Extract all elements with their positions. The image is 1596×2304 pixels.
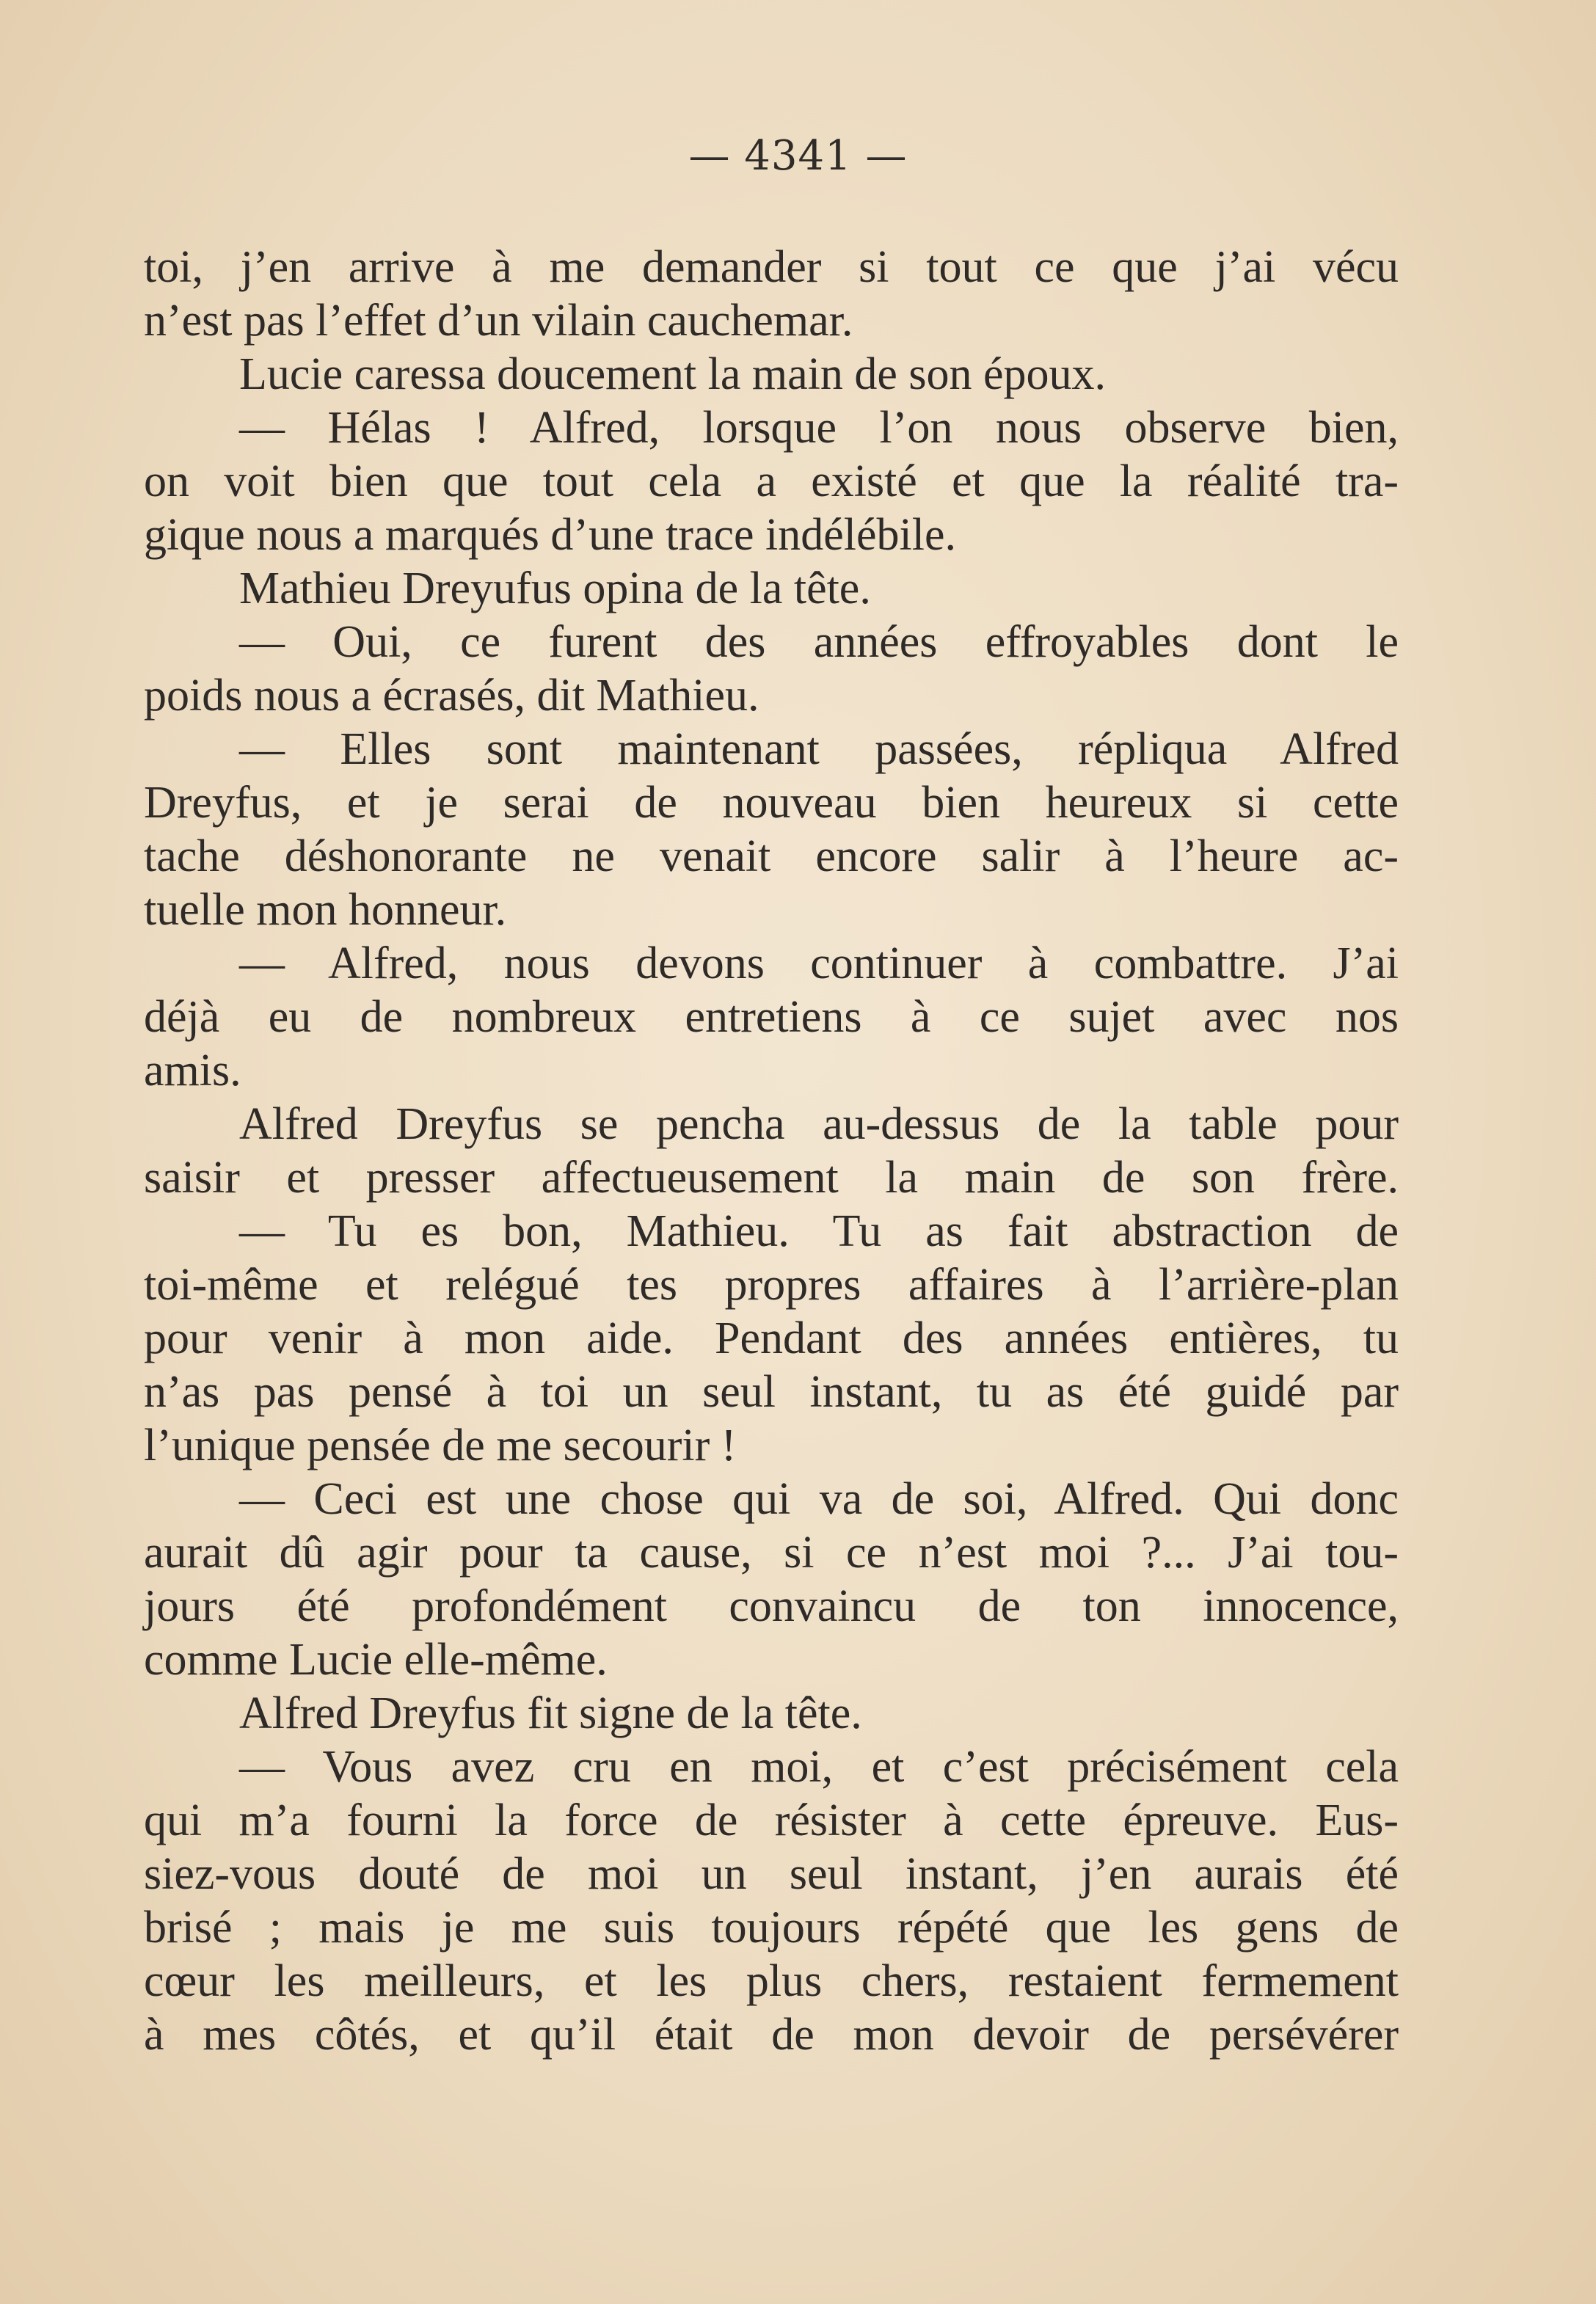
text-line: brisé ; mais je me suis toujours répété que les gens de	[144, 1903, 1399, 1953]
text-line: comme Lucie elle-même.	[144, 1635, 608, 1685]
text-line: cœur les meilleurs, et les plus chers, restaient fermement	[144, 1956, 1399, 2006]
text-line: siez-vous douté de moi un seul instant, j’en aurais été	[144, 1849, 1399, 1899]
text-line: l’unique pensée de me secourir !	[144, 1421, 737, 1470]
text-line: n’est pas l’effet d’un vilain cauchemar.	[144, 296, 853, 346]
text-line: aurait dû agir pour ta cause, si ce n’est moi ?... J’ai tou-	[144, 1528, 1399, 1578]
text-line: — Ceci est une chose qui va de soi, Alfred. Qui donc	[239, 1474, 1399, 1524]
text-line: — Elles sont maintenant passées, répliqua Alfred	[239, 724, 1399, 774]
text-line: n’as pas pensé à toi un seul instant, tu as été guidé par	[144, 1367, 1399, 1417]
text-line: saisir et presser affectueusement la main de son frère.	[144, 1153, 1399, 1203]
text-line: — Vous avez cru en moi, et c’est précisément cela	[239, 1742, 1399, 1792]
text-line: toi, j’en arrive à me demander si tout ce que j’ai vécu	[144, 242, 1399, 292]
text-line: poids nous a écrasés, dit Mathieu.	[144, 671, 759, 721]
text-line: Lucie caressa doucement la main de son époux.	[239, 349, 1106, 399]
text-line: Mathieu Dreyufus opina de la tête.	[239, 564, 871, 613]
page-number: — 4341 —	[688, 132, 908, 180]
text-line: — Alfred, nous devons continuer à combattre. J’ai	[239, 938, 1399, 988]
text-line: tuelle mon honneur.	[144, 885, 507, 935]
text-line: Alfred Dreyfus fit signe de la tête.	[239, 1688, 862, 1738]
text-line: gique nous a marqués d’une trace indélébile.	[144, 510, 956, 560]
text-line: à mes côtés, et qu’il était de mon devoir de persévérer	[144, 2010, 1399, 2060]
text-line: — Tu es bon, Mathieu. Tu as fait abstraction de	[239, 1206, 1399, 1256]
text-line: tache déshonorante ne venait encore salir à l’heure ac-	[144, 831, 1399, 881]
text-line: qui m’a fourni la force de résister à cette épreuve. Eus-	[144, 1796, 1399, 1845]
text-line: jours été profondément convaincu de ton innocence,	[144, 1581, 1399, 1631]
text-line: — Oui, ce furent des années effroyables dont le	[239, 617, 1399, 667]
text-line: pour venir à mon aide. Pendant des années entières, tu	[144, 1313, 1399, 1363]
text-line: Dreyfus, et je serai de nouveau bien heureux si cette	[144, 778, 1399, 828]
text-line: amis.	[144, 1046, 241, 1096]
body-text	[144, 241, 1399, 2062]
text-line: on voit bien que tout cela a existé et que la réalité tra-	[144, 456, 1399, 506]
text-line: Alfred Dreyfus se pencha au-dessus de la table pour	[239, 1099, 1399, 1149]
text-line: toi-même et relégué tes propres affaires à l’arrière-plan	[144, 1260, 1399, 1310]
text-line: déjà eu de nombreux entretiens à ce sujet avec nos	[144, 992, 1399, 1042]
text-line: — Hélas ! Alfred, lorsque l’on nous observe bien,	[239, 403, 1399, 453]
